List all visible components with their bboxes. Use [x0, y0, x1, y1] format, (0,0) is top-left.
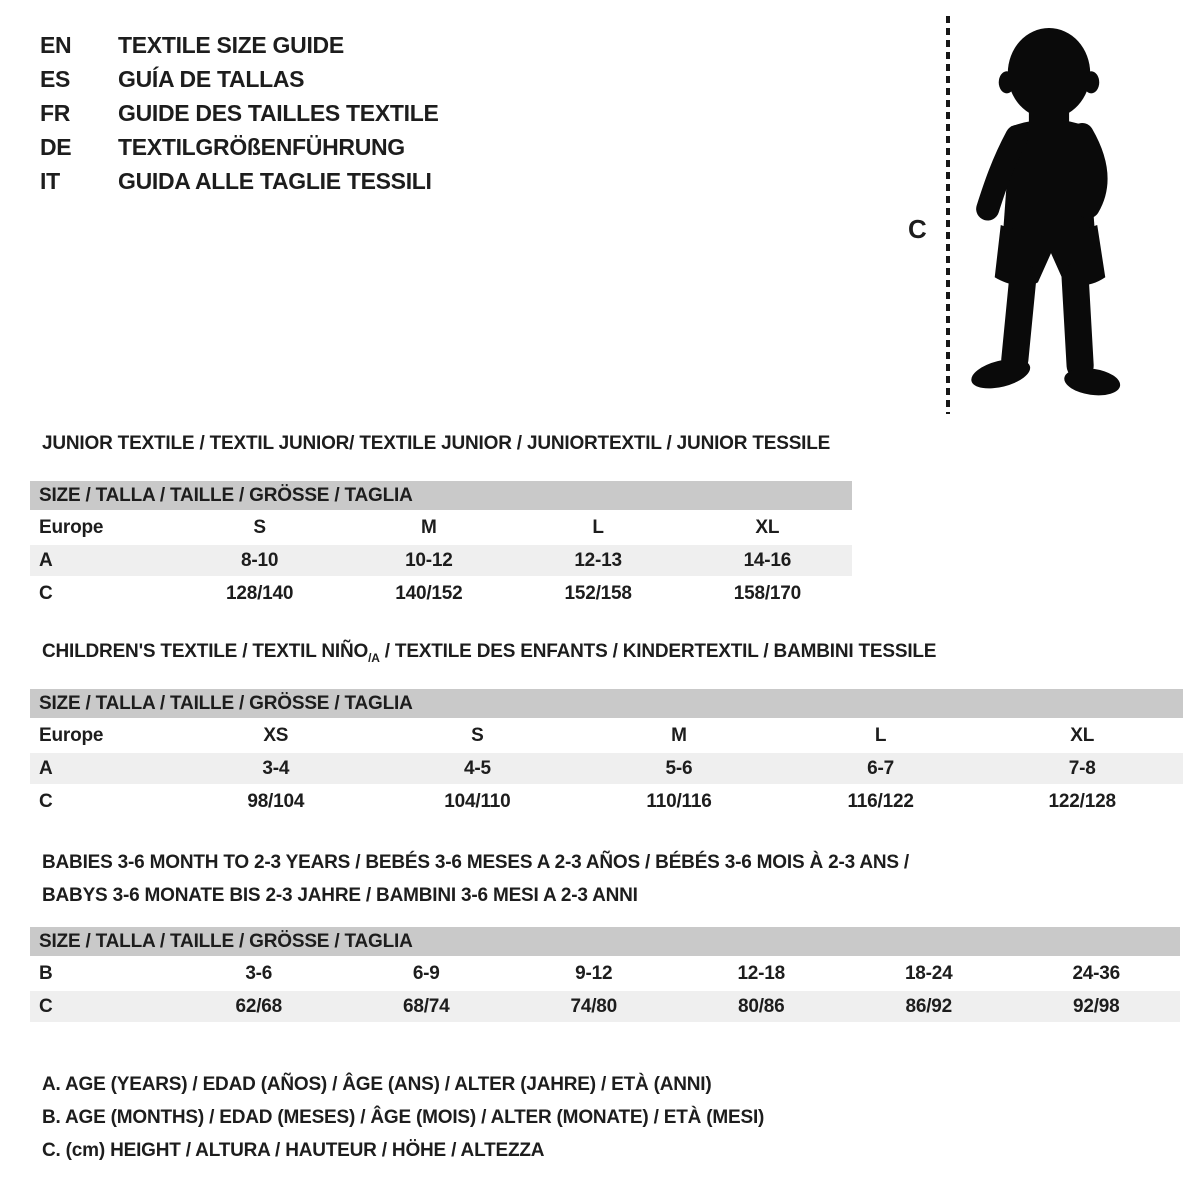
table-row — [30, 958, 1180, 989]
language-title: TEXTILE SIZE GUIDE — [118, 31, 344, 58]
table-cell: 140/152 — [395, 582, 463, 604]
legend-line-b: B. AGE (MONTHS) / EDAD (MESES) / ÂGE (MOIS) / ALTER (MONATE) / ETÀ (MESI) — [42, 1107, 765, 1128]
language-row-de — [40, 130, 439, 164]
table-row — [30, 578, 852, 609]
table-row — [30, 786, 1183, 817]
legend-line-c: C. (cm) HEIGHT / ALTURA / HAUTEUR / HÖHE / ALTEZZA — [42, 1140, 545, 1161]
size-header-bar: SIZE / TALLA / TAILLE / GRÖSSE / TAGLIA — [30, 481, 852, 510]
table-cell: 6-7 — [867, 757, 895, 779]
babies-title-line2: BABYS 3-6 MONATE BIS 2-3 JAHRE / BAMBINI 3-6 MESI A 2-3 ANNI — [42, 885, 638, 906]
children-table-rows — [30, 720, 1183, 817]
legend-line-a: A. AGE (YEARS) / EDAD (AÑOS) / ÂGE (ANS) / ALTER (JAHRE) / ETÀ (ANNI) — [42, 1074, 712, 1095]
children-section-title — [42, 641, 936, 665]
table-cell: 110/116 — [646, 790, 712, 812]
junior-size-table — [30, 481, 852, 609]
language-title: GUIDE DES TAILLES TEXTILE — [118, 99, 439, 126]
height-label-c: C — [908, 214, 927, 244]
language-title-list — [40, 28, 439, 198]
table-cell: 98/104 — [247, 790, 305, 812]
table-cell: 9-12 — [575, 962, 613, 984]
table-cell: 62/68 — [235, 995, 283, 1017]
table-cell: M — [671, 724, 687, 746]
table-cell: 152/158 — [564, 582, 632, 604]
size-header-bar: SIZE / TALLA / TAILLE / GRÖSSE / TAGLIA — [30, 689, 1183, 718]
table-cell: 80/86 — [737, 995, 785, 1017]
table-row — [30, 512, 852, 543]
language-row-it — [40, 164, 439, 198]
table-cell: 3-4 — [262, 757, 290, 779]
children-title-pre: CHILDREN'S TEXTILE / TEXTIL NIÑO — [42, 641, 369, 662]
table-cell: XS — [263, 724, 289, 746]
table-row — [30, 991, 1180, 1022]
row-label: A — [39, 757, 53, 779]
table-cell: 12-18 — [737, 962, 786, 984]
table-cell: XL — [1070, 724, 1095, 746]
babies-table-rows — [30, 958, 1180, 1022]
table-cell: 86/92 — [905, 995, 953, 1017]
table-cell: 4-5 — [463, 757, 491, 779]
table-cell: 10-12 — [405, 549, 453, 571]
table-cell: 5-6 — [665, 757, 693, 779]
table-cell: 14-16 — [743, 549, 792, 571]
language-title: GUÍA DE TALLAS — [118, 65, 305, 92]
table-cell: 12-13 — [574, 549, 622, 571]
language-row-fr — [40, 96, 439, 130]
language-code: DE — [40, 133, 72, 160]
table-cell: 92/98 — [1072, 995, 1120, 1017]
babies-section-title — [42, 846, 909, 912]
height-dashed-line — [946, 16, 950, 414]
row-label: A — [39, 549, 53, 571]
table-cell: 7-8 — [1068, 757, 1096, 779]
table-cell: 8-10 — [241, 549, 279, 571]
table-cell: S — [253, 516, 266, 538]
junior-table-rows — [30, 512, 852, 609]
table-cell: M — [421, 516, 437, 538]
table-cell: 122/128 — [1048, 790, 1116, 812]
junior-section-title: JUNIOR TEXTILE / TEXTIL JUNIOR/ TEXTILE JUNIOR / JUNIORTEXTIL / JUNIOR TESSILE — [42, 433, 831, 454]
table-cell: S — [471, 724, 484, 746]
language-title: TEXTILGRÖßENFÜHRUNG — [118, 133, 405, 160]
table-cell: 18-24 — [904, 962, 953, 984]
table-cell: 116/122 — [847, 790, 914, 812]
language-code: FR — [40, 99, 71, 126]
table-row — [30, 545, 852, 576]
table-cell: 6-9 — [412, 962, 440, 984]
language-code: ES — [40, 65, 71, 92]
table-cell: 74/80 — [570, 995, 618, 1017]
children-title-sub: /A — [368, 650, 380, 665]
row-label: Europe — [39, 724, 104, 746]
children-size-table — [30, 689, 1183, 817]
children-title-post: / TEXTILE DES ENFANTS / KINDERTEXTIL / BAMBINI TESSILE — [379, 641, 937, 662]
table-cell: 158/170 — [733, 582, 802, 604]
table-cell: L — [592, 516, 604, 538]
size-header-bar: SIZE / TALLA / TAILLE / GRÖSSE / TAGLIA — [30, 927, 1180, 956]
row-label: C — [39, 582, 53, 604]
row-label: C — [39, 790, 53, 812]
table-cell: XL — [755, 516, 780, 538]
table-cell: L — [874, 724, 887, 746]
table-cell: 24-36 — [1072, 962, 1121, 984]
table-row — [30, 720, 1183, 751]
table-cell: 104/110 — [444, 790, 511, 812]
language-code: EN — [40, 31, 72, 58]
language-title: GUIDA ALLE TAGLIE TESSILI — [118, 167, 432, 194]
babies-title-line1: BABIES 3-6 MONTH TO 2-3 YEARS / BEBÉS 3-6 MESES A 2-3 AÑOS / BÉBÉS 3-6 MOIS À 2-3 ANS / — [42, 852, 910, 873]
table-cell: 68/74 — [402, 995, 450, 1017]
babies-size-table — [30, 927, 1180, 1022]
row-label: C — [39, 995, 53, 1017]
table-cell: 128/140 — [225, 582, 294, 604]
language-row-en — [40, 28, 439, 62]
language-row-es — [40, 62, 439, 96]
table-row — [30, 753, 1183, 784]
language-code: IT — [40, 167, 60, 194]
row-label: Europe — [39, 516, 104, 538]
table-cell: 3-6 — [245, 962, 273, 984]
row-label: B — [39, 962, 53, 984]
measurement-legend — [42, 1068, 764, 1167]
toddler-silhouette-icon — [960, 18, 1142, 420]
